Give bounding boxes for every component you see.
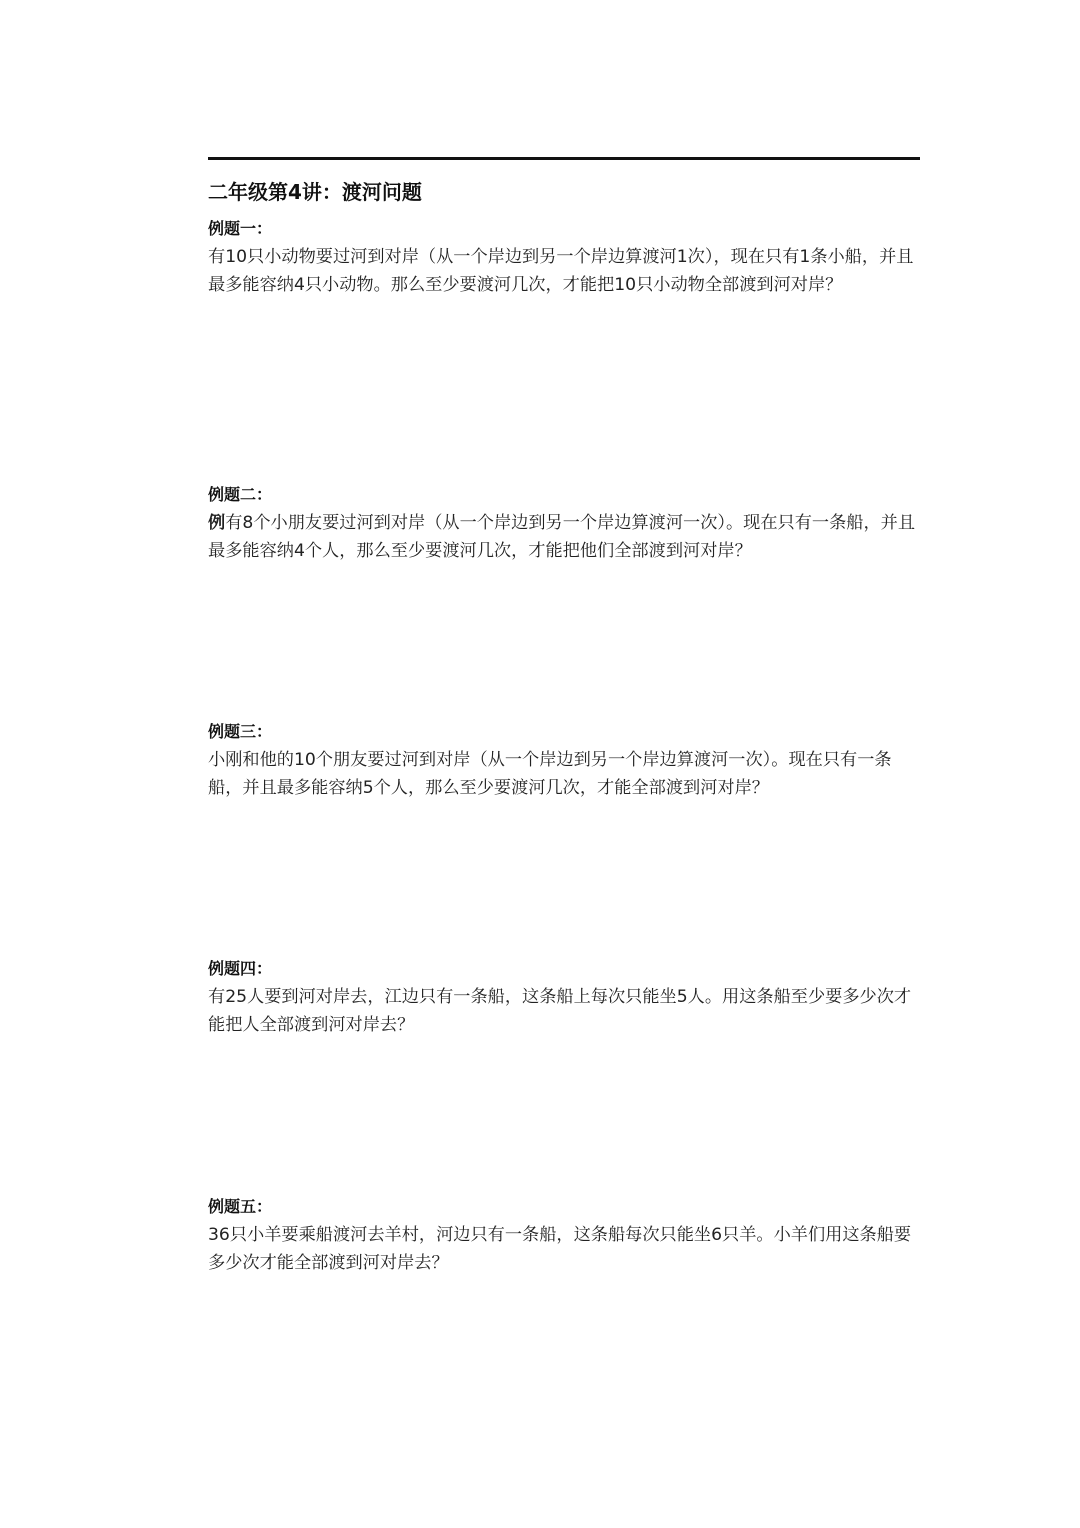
problem-1 [208,218,924,299]
problem-3 [208,721,924,802]
problem-text [208,510,924,565]
problem-2 [208,484,924,565]
problem-label: 例题二： [208,485,273,504]
problem-body: 小刚和他的10个朋友要过河到对岸（从一个岸边到另一个岸边算渡河一次）。现在只有一条船，并且最多能容纳5个人，那么至少要渡河几次，才能全部渡到河对岸？ [208,750,892,798]
problem-text [208,984,924,1039]
problem-text [208,747,924,802]
problem-lead: 例 [208,513,226,533]
top-divider [208,157,920,160]
problem-body: 有8个小朋友要过河到对岸（从一个岸边到另一个岸边算渡河一次）。现在只有一条船，并且最多能容纳4个人，那么至少要渡河几次，才能把他们全部渡到河对岸？ [208,513,916,561]
problem-4 [208,958,924,1039]
problem-body: 36只小羊要乘船渡河去羊村，河边只有一条船，这条船每次只能坐6只羊。小羊们用这条船要多少次才能全部渡到河对岸去？ [208,1225,912,1273]
page-title: 二年级第4讲：渡河问题 [208,180,422,204]
problem-text [208,1222,924,1277]
problem-label: 例题三： [208,722,273,741]
problem-text [208,244,924,299]
problem-label: 例题五： [208,1197,273,1216]
problem-label: 例题一： [208,219,273,238]
problem-body: 有25人要到河对岸去，江边只有一条船，这条船上每次只能坐5人。用这条船至少要多少次才能把人全部渡到河对岸去？ [208,987,912,1035]
problem-label: 例题四： [208,959,273,978]
problem-5 [208,1196,924,1277]
problem-body: 有10只小动物要过河到对岸（从一个岸边到另一个岸边算渡河1次），现在只有1条小船，并且最多能容纳4只小动物。那么至少要渡河几次，才能把10只小动物全部渡到河对岸？ [208,247,914,295]
